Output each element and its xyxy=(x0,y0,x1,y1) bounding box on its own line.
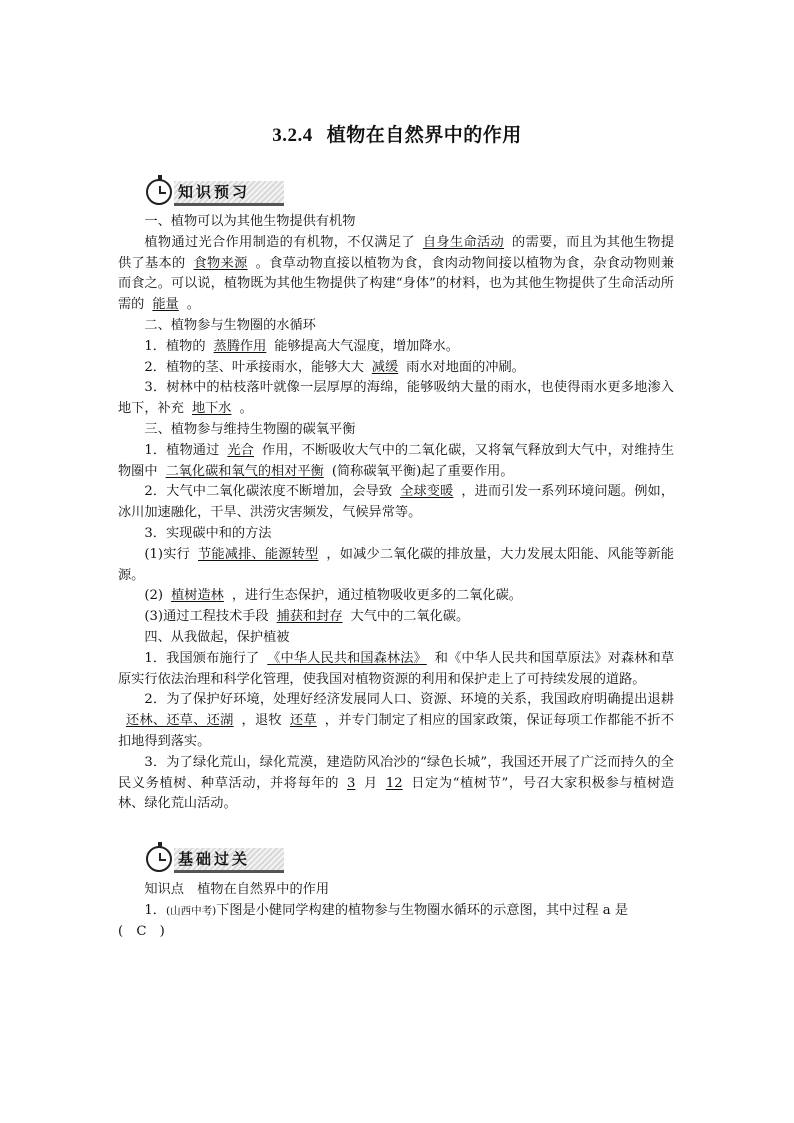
heading-2: 二、植物参与生物圈的水循环 xyxy=(144,317,316,333)
answer-blank: 二氧化碳和氧气的相对平衡 xyxy=(165,463,324,479)
answer-blank: 捕获和封存 xyxy=(276,609,343,625)
title-text: 植物在自然界中的作用 xyxy=(326,124,522,146)
answer-blank: 3 xyxy=(347,775,356,791)
item-43: 3．为了绿化荒山，绿化荒漠，建造防风冶沙的“绿色长城”，我国还开展了广泛而持久的全民义务植树、种草活动，并将每年的 3 月 12 日定为“植树节”，号召大家积极参与植树造林、绿化荒山活动。 xyxy=(118,754,675,812)
answer-blank: 还林、还草、还湖 xyxy=(126,713,234,729)
item-c1: 1．植物通过 光合 作用，不断吸收大气中的二氧化碳，又将氧气释放到大气中，对维持生物圈中 二氧化碳和氧气的相对平衡 (简称碳氧平衡)起了重要作用。 xyxy=(118,442,675,479)
item-c3b: (2) 植树造林 ，进行生态保护，通过植物吸收更多的二氧化碳。 xyxy=(144,588,522,604)
answer-blank: 《中华人民共和国森林法》 xyxy=(267,650,427,666)
answer-blank: 自身生命活动 xyxy=(422,234,505,250)
knowledge-point: 知识点 植物在自然界中的作用 xyxy=(144,882,330,897)
heading-4: 四、从我做起，保护植被 xyxy=(144,629,290,645)
answer-blank: 光合 xyxy=(227,442,254,458)
stopwatch-icon xyxy=(146,846,172,872)
item-41: 1．我国颁布施行了 《中华人民共和国森林法》 和《中华人民共和国草原法》对森林和草原实行依法治理和科学化管理，使我国对植物资源的利用和保护走上了可持续发展的道路。 xyxy=(118,650,675,687)
title-number: 3.2.4 xyxy=(272,125,313,146)
section-banner-basic xyxy=(146,845,286,875)
answer-blank: 能量 xyxy=(152,297,179,313)
item-c3c: (3)通过工程技术手段 捕获和封存 大气中的二氧化碳。 xyxy=(144,609,470,625)
answer-blank: 地下水 xyxy=(191,401,232,417)
answer-blank: 12 xyxy=(385,775,403,791)
section-label: 知识预习 xyxy=(178,183,251,201)
paragraph-1: 植物通过光合作用制造的有机物，不仅满足了 自身生命活动 的需要，而且为其他生物提供了基本的 食物来源 。食草动物直接以植物为食，食肉动物间接以植物为食，杂食动物则兼而食之。可以说，植物既为其他生物提供了构建“身体”的材料，也为其他生物提供了生命活动所需的 能量 。 xyxy=(118,234,675,313)
item-42: 2．为了保护好环境，处理好经济发展同人口、资源、环境的关系，我国政府明确提出退耕还林、还草、还湖 ，退牧 还草 ，并专门制定了相应的国家政策，保证每项工作都能不折不扣地得到落实。 xyxy=(118,692,675,749)
stopwatch-icon xyxy=(146,179,172,205)
answer-blank: 节能减排、能源转型 xyxy=(198,546,319,562)
question-1: 1．(山西中考)下图是小健同学构建的植物参与生物圈水循环的示意图，其中过程 a 是 xyxy=(144,902,629,918)
item-c2: 2．大气中二氧化碳浓度不断增加，会导致 全球变暖 ，进而引发一系列环境问题。例如，冰川加速融化，干旱、洪涝灾害频发，气候异常等。 xyxy=(118,484,675,521)
page-title xyxy=(0,120,794,147)
heading-3: 三、植物参与维持生物圈的碳氧平衡 xyxy=(144,421,356,437)
preview-content xyxy=(118,212,674,815)
basic-content xyxy=(118,880,674,942)
question-source: (山西中考) xyxy=(165,904,217,917)
answer-blank: 全球变暖 xyxy=(400,484,454,500)
answer-blank: 食物来源 xyxy=(193,255,248,271)
item-w2: 2．植物的茎、叶承接雨水，能够大大 减缓 雨水对地面的冲刷。 xyxy=(144,359,525,375)
section-label: 基础过关 xyxy=(178,850,251,868)
item-w3: 3．树林中的枯枝落叶就像一层厚厚的海绵，能够吸纳大量的雨水，也使得雨水更多地渗入地下，补充 地下水 。 xyxy=(118,380,674,417)
item-c3: 3．实现碳中和的方法 xyxy=(144,525,272,541)
answer-blank: 减缓 xyxy=(371,359,399,375)
answer-blank: 还草 xyxy=(289,713,317,729)
answer-blank: 蒸腾作用 xyxy=(213,338,267,354)
question-1-answer: ( C ) xyxy=(118,923,165,939)
answer-blank: 植树造林 xyxy=(171,588,224,604)
section-banner-preview xyxy=(146,178,286,208)
item-c3a: (1)实行 节能减排、能源转型 ，如减少二氧化碳的排放量，大力发展太阳能、风能等新能源。 xyxy=(118,546,674,583)
heading-1: 一、植物可以为其他生物提供有机物 xyxy=(144,214,356,229)
item-w1: 1．植物的 蒸腾作用 能够提高大气湿度，增加降水。 xyxy=(144,338,459,354)
